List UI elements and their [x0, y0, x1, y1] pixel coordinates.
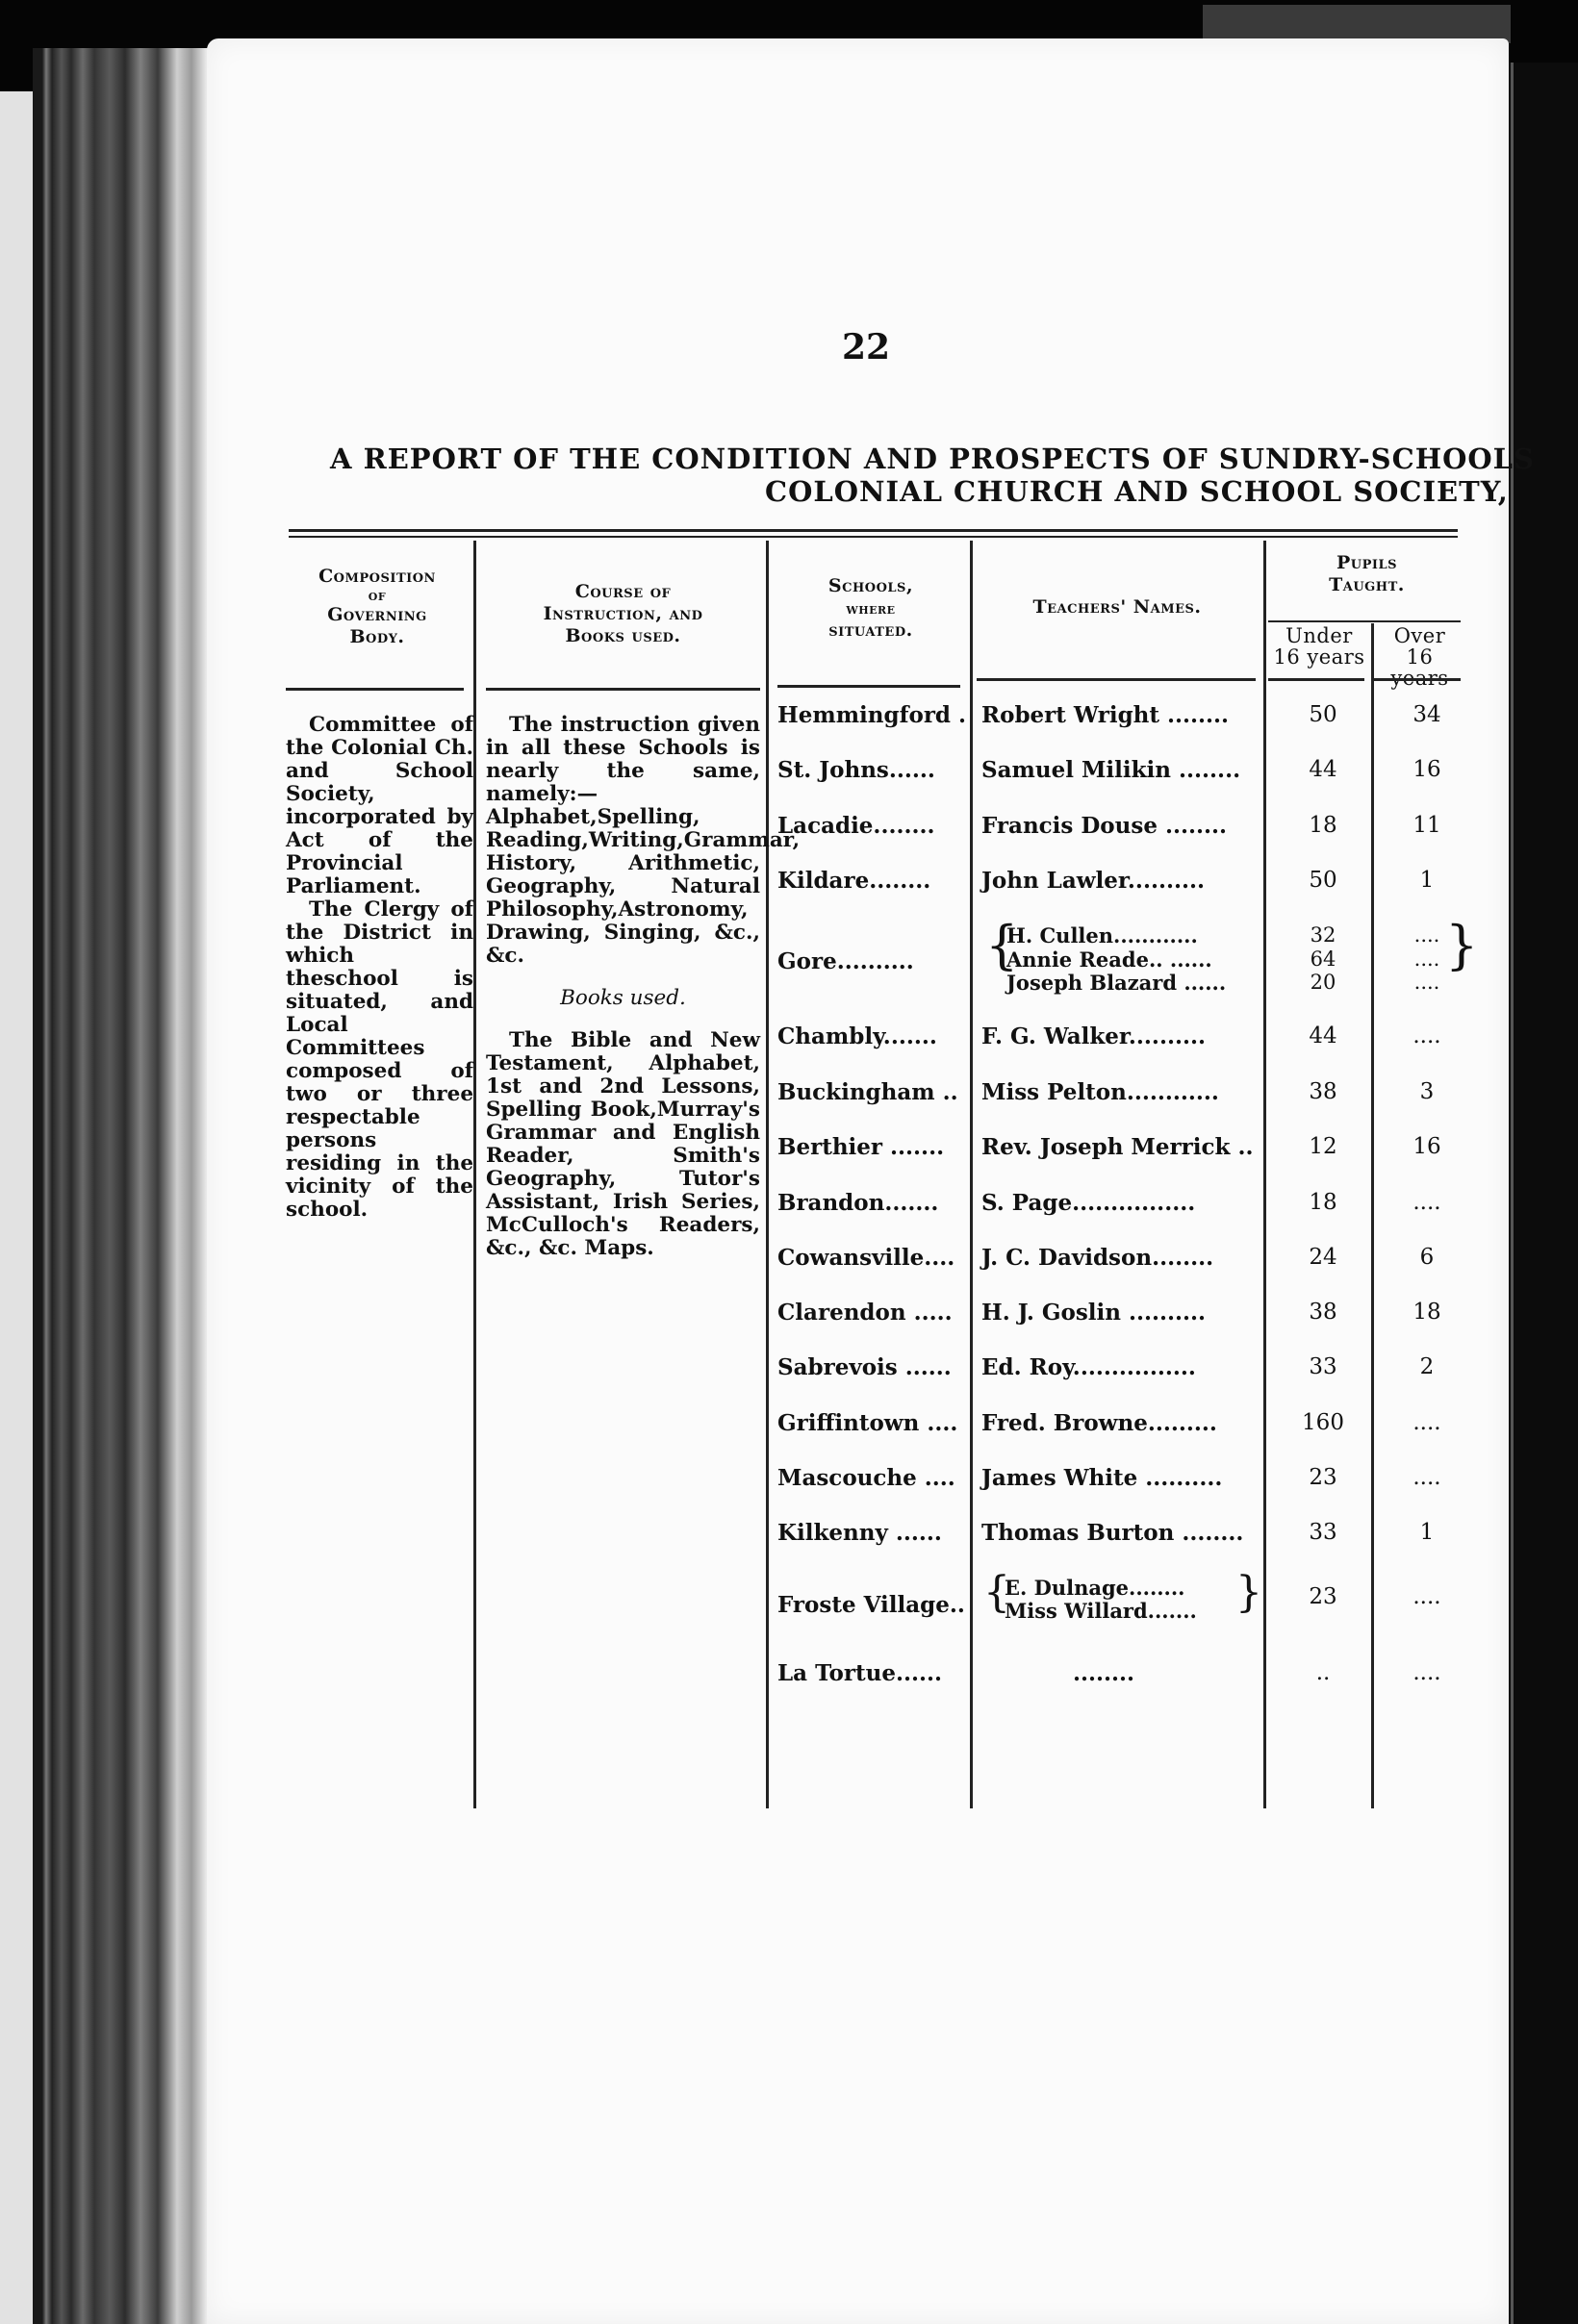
header-underline [1268, 678, 1364, 681]
pupils-rule [1268, 620, 1461, 622]
right-brace: } [1235, 1568, 1262, 1617]
books-heading: Books used. [560, 986, 686, 1010]
header-schools: Schools, where situated. [827, 575, 914, 641]
header-underline [977, 678, 1256, 681]
report-subtitle: COLONIAL CHURCH AND SCHOOL SOCIETY, [765, 475, 1509, 508]
column-rule [1371, 623, 1374, 1808]
left-brace: { [983, 1568, 1010, 1617]
header-under-16: Under 16 years [1273, 624, 1365, 669]
header-underline [286, 688, 464, 691]
page-number: 22 [842, 327, 891, 367]
book-right-edge [1509, 63, 1578, 2324]
header-underline [1374, 678, 1461, 681]
header-teachers: Teachers' Names. [1032, 596, 1202, 618]
instruction-text: The instruction given in all these Schools is nearly the same, namely:—Alphabet,Spelling, Reading,Writing,Grammar, History, Arithmetic, Geography, Natural Philosophy,Astronomy, Drawing, Singing, &c., &c. [486, 713, 801, 968]
header-rule-top [289, 529, 1458, 532]
page-edges [33, 48, 216, 2324]
column-rule [1263, 541, 1266, 1808]
header-underline [486, 688, 760, 691]
header-course: Course of Instruction, and Books used. [543, 581, 703, 646]
composition-text: Committee of the Colonial Ch. and School Society, incorporated by Act of the Provincial Parliament. The Clergy of the District in which theschool is situated, and Local Committees composed of two or three respectable persons residing in the vicinity of the school. [286, 713, 473, 1222]
header-composition: Composition of Governing Body. [318, 566, 436, 647]
column-rule [766, 541, 769, 1808]
book-top-strip [1203, 5, 1511, 43]
header-underline [777, 685, 960, 688]
header-pupils: Pupils Taught. [1329, 552, 1405, 595]
books-text: The Bible and New Testament, Alphabet, 1st and 2nd Lessons, Spelling Book,Murray's Grammar and English Reader, Smith's Geography, Tutor's Assistant, Irish Series, McCulloch's Readers, &c., &c. Maps. [486, 1028, 760, 1260]
right-brace: } [1445, 915, 1479, 975]
header-over-16: Over 16 years [1390, 624, 1449, 690]
column-rule [970, 541, 973, 1808]
scan-background: 22 A REPORT OF THE CONDITION AND PROSPECTS OF SUNDRY-SCHOOLS COLONIAL CHURCH AND SCHOOL SOCIETY, Composition of Governing Body. Course of Instruction, and Books used. Schools, where situated. Teachers' Names. Pupils Taught. Under 16 years Over 16 years Committee of the Colonial Ch. and School Society, incorporated by Act of the Provincial Parliament. The Clergy of the District in which theschool is situated, and Local Committees composed of two or three respectable persons residing in the vicinity of the school. The instruction given in all these Schools is nearly the same, namely:—Alphabet,Spelling, Reading,Writing,Grammar, History, Arithmetic, Geography, Natural Philosophy,Astronomy, Drawing, Singing, &c., &c. Books used. The Bible and New Testament, Alphabet, 1st and 2nd Lessons, Spelling Book,Murray's Grammar and English Reader, Smith's Geography, Tutor's Assistant, Irish Series, McCulloch's Readers, &c., &c. Maps. Hemmingford . Robert Wright ........ 50 34 St. Johns...... Samuel Milikin ........ 44 16 Lacadie........ Francis Douse ........ 18 11 Kildare........ John Lawler.......... 50 1 Gore.......... { H. Cullen............ 32 .... Annie Reade.. ...... 64 .... Joseph Blazard ...... 20 .... } Chambly....... F. G. Walker.......... 44 .... Buckingham .. Miss Pelton............ 38 3 Berthier ....... Rev. Joseph Merrick .. 12 16 Brandon....... S. Page................ 18 .... Cowansville.... J. C. Davidson........ 24 6 Clarendon ..... H. J. Goslin .......... 38 18 Sabrevois ...... Ed. Roy................ 33 2 Griffintown .... Fred. Browne......... 160 .... Mascouche .... James White .......... 23 .... Kilkenny ...... Thomas Burton ........ 33 1 Froste Village.. 23 .... { E. Dulnage........ Miss Willard....... } La Tortue...... ........ .. .... [0, 0, 1578, 2324]
left-brace: { [985, 915, 1019, 975]
report-title: A REPORT OF THE CONDITION AND PROSPECTS OF SUNDRY-SCHOOLS [330, 442, 1535, 475]
course-text [486, 713, 801, 1260]
column-rule [473, 541, 476, 1808]
header-rule-bottom [289, 536, 1458, 538]
